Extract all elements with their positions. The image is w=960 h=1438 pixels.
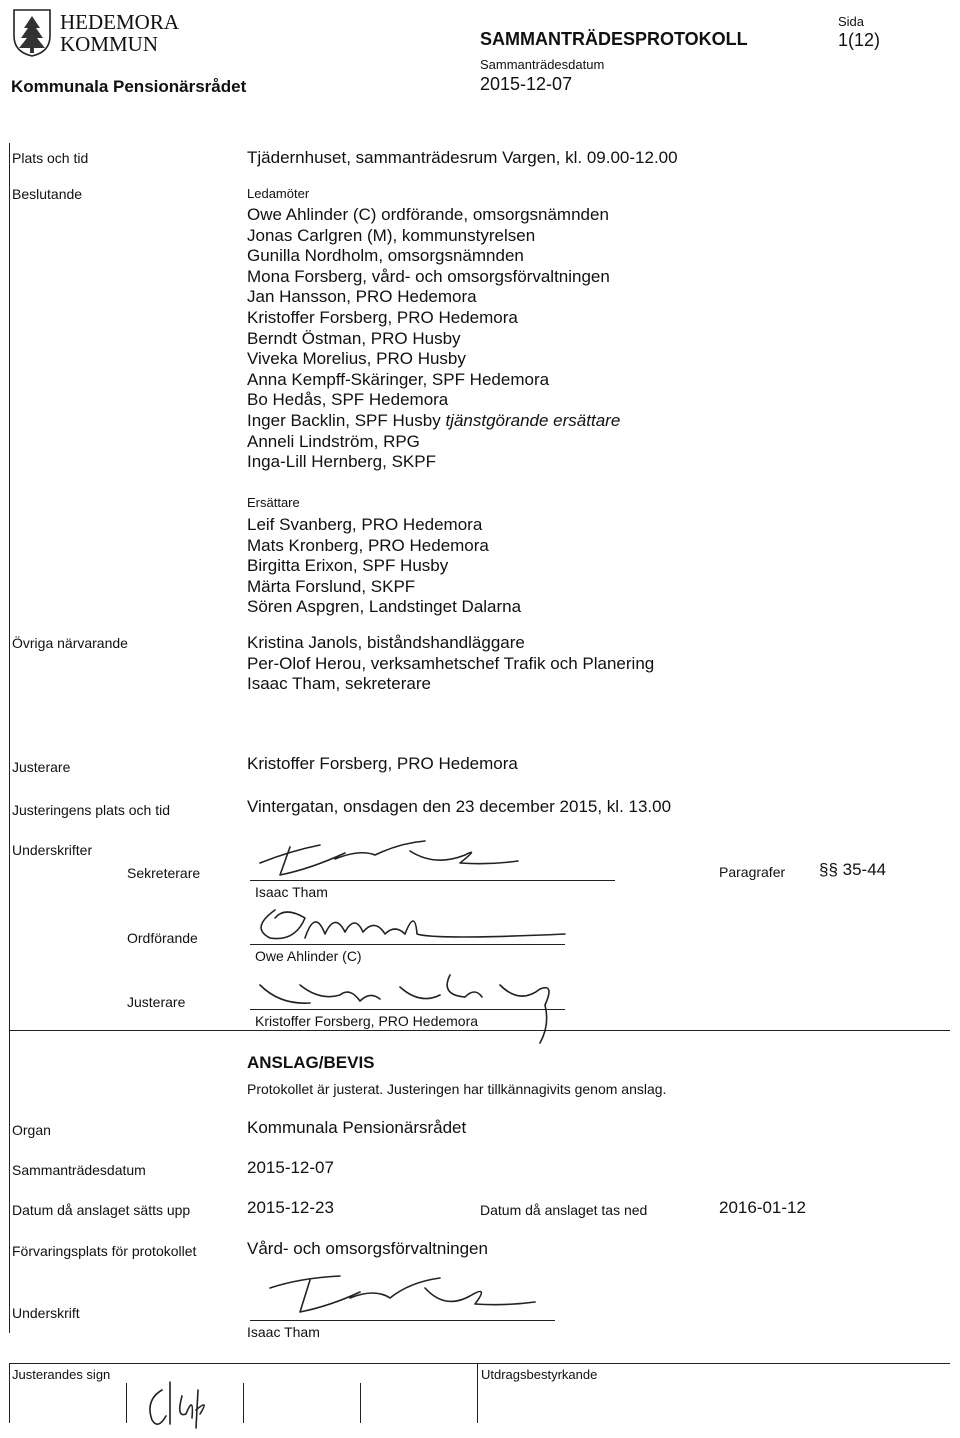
notice-signature-label: Underskrift (12, 1305, 80, 1321)
storage-label: Förvaringsplats för protokollet (12, 1243, 197, 1259)
member-role-note: tjänstgörande ersättare (445, 410, 621, 430)
substitutes-list (247, 515, 521, 618)
attendee-item: Isaac Tham, sekreterare (247, 674, 431, 694)
footer-sign-box-2 (243, 1383, 244, 1423)
org-name-line2: KOMMUN (60, 32, 159, 56)
secretary-signature (250, 833, 530, 883)
posted-label: Datum då anslaget sätts upp (12, 1202, 191, 1218)
member-item: Jan Hansson, PRO Hedemora (247, 287, 477, 307)
member-item: Inga-Lill Hernberg, SKPF (247, 452, 436, 472)
left-border (9, 143, 10, 1333)
adjuster-signature (250, 965, 580, 1045)
member-item: Anneli Lindström, RPG (247, 431, 420, 451)
secretary-signature-line (250, 880, 615, 881)
meeting-date: 2015-12-07 (480, 74, 573, 94)
footer-sign-box-1 (126, 1383, 127, 1423)
member-item: Jonas Carlgren (M), kommunstyrelsen (247, 225, 536, 245)
others-list (247, 633, 654, 695)
initials-signature (140, 1374, 220, 1432)
member-item: Kristoffer Forsberg, PRO Hedemora (247, 307, 518, 327)
extract-certification-label: Utdragsbestyrkande (481, 1367, 598, 1382)
municipality-logo-icon (10, 6, 54, 58)
adjustment-place-label: Justeringens plats och tid (12, 802, 170, 818)
attendee-item: Per-Olof Herou, verksamhetschef Trafik och Planering (247, 653, 655, 673)
paragraphs-label: Paragrafer (719, 864, 786, 880)
secretary-label: Sekreterare (127, 865, 201, 881)
member-item: Bo Hedås, SPF Hedemora (247, 390, 449, 410)
footer-extract-border (477, 1363, 478, 1423)
notice-text: Protokollet är justerat. Justeringen har tillkännagivits genom anslag. (247, 1081, 667, 1097)
org-name-line1: HEDEMORA (60, 10, 179, 34)
footer-top-line (9, 1363, 950, 1364)
notice-heading: ANSLAG/BEVIS (247, 1053, 375, 1072)
member-item: Gunilla Nordholm, omsorgsnämnden (247, 246, 524, 266)
substitute-item: Sören Aspgren, Landstinget Dalarna (247, 597, 522, 617)
chair-signature-line (250, 944, 565, 945)
adjuster-value: Kristoffer Forsberg, PRO Hedemora (247, 754, 518, 773)
member-item (247, 411, 620, 432)
organ-value: Kommunala Pensionärsrådet (247, 1118, 467, 1137)
meeting-date-label: Sammanträdesdatum (480, 57, 605, 72)
secretary-name: Isaac Tham (255, 884, 328, 900)
member-item: Viveka Morelius, PRO Husby (247, 349, 466, 369)
notice-signature-line (250, 1320, 555, 1321)
adjusters-sign-label: Justerandes sign (12, 1367, 111, 1382)
footer-left-border (9, 1363, 10, 1423)
place-value: Tjädernhuset, sammanträdesrum Vargen, kl. 09.00-12.00 (247, 148, 678, 167)
adjuster-signature-label: Justerare (127, 994, 186, 1010)
chair-label: Ordförande (127, 930, 198, 946)
posted-value: 2015-12-23 (247, 1198, 334, 1217)
paragraphs-value: §§ 35-44 (819, 860, 887, 879)
others-label: Övriga närvarande (12, 635, 128, 651)
footer-sign-box-3 (360, 1383, 361, 1423)
substitute-item: Märta Forslund, SKPF (247, 576, 416, 596)
chair-signature (245, 898, 575, 946)
member-item: Mona Forsberg, vård- och omsorgsförvaltningen (247, 266, 610, 286)
member-item: Anna Kempff-Skäringer, SPF Hedemora (247, 369, 550, 389)
page-number: 1(12) (838, 30, 881, 50)
member-name: Inger Backlin, SPF Husby (247, 410, 441, 430)
substitute-item: Mats Kronberg, PRO Hedemora (247, 535, 489, 555)
removed-label: Datum då anslaget tas ned (480, 1202, 648, 1218)
organ-label: Organ (12, 1122, 51, 1138)
substitutes-heading: Ersättare (247, 495, 300, 510)
document-type-title: SAMMANTRÄDESPROTOKOLL (480, 29, 748, 49)
attendee-item: Kristina Janols, biståndshandläggare (247, 633, 525, 652)
substitute-item: Leif Svanberg, PRO Hedemora (247, 515, 483, 534)
notice-signature-name: Isaac Tham (247, 1324, 320, 1340)
deciding-label: Beslutande (12, 186, 83, 202)
place-label: Plats och tid (12, 150, 89, 166)
storage-value: Vård- och omsorgsförvaltningen (247, 1239, 488, 1258)
substitute-item: Birgitta Erixon, SPF Husby (247, 556, 449, 576)
members-heading: Ledamöter (247, 186, 310, 201)
signatures-heading: Underskrifter (12, 842, 93, 858)
page-label: Sida (838, 14, 865, 29)
member-item: Owe Ahlinder (C) ordförande, omsorgsnämnden (247, 205, 609, 224)
removed-value: 2016-01-12 (719, 1198, 806, 1217)
notice-date-value: 2015-12-07 (247, 1158, 334, 1177)
chair-name: Owe Ahlinder (C) (255, 948, 362, 964)
adjuster-label: Justerare (12, 759, 71, 775)
adjuster-signature-line (250, 1009, 565, 1010)
adjuster-name: Kristoffer Forsberg, PRO Hedemora (255, 1013, 479, 1029)
members-list (247, 205, 620, 473)
adjustment-place-value: Vintergatan, onsdagen den 23 december 2015, kl. 13.00 (247, 797, 672, 816)
notice-date-label: Sammanträdesdatum (12, 1162, 146, 1178)
body-name: Kommunala Pensionärsrådet (11, 77, 247, 96)
member-item: Berndt Östman, PRO Husby (247, 328, 461, 348)
notice-signature (250, 1268, 540, 1324)
